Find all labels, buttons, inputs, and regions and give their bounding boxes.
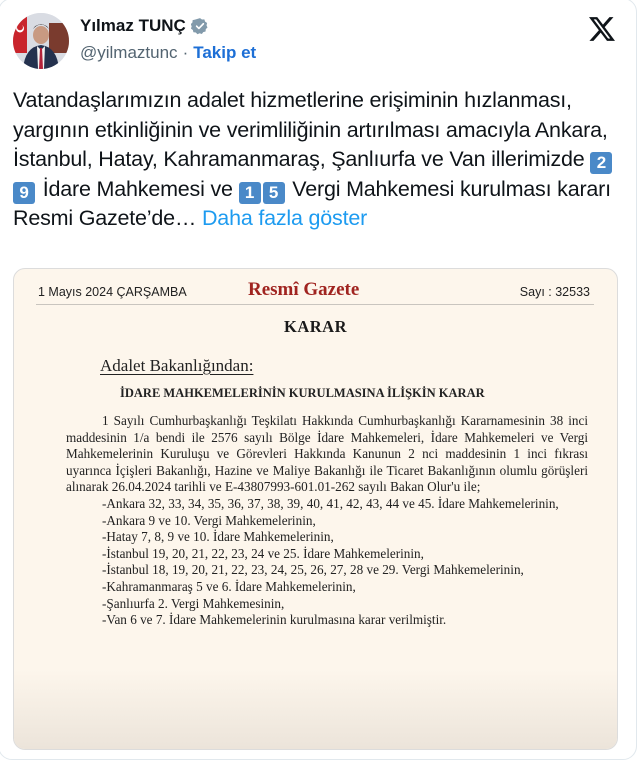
gazette-issue-number: Sayı : 32533 — [519, 285, 590, 299]
author-handle-row — [80, 43, 256, 63]
gazette-date: 1 Mayıs 2024 ÇARŞAMBA — [38, 285, 187, 299]
verified-badge-icon — [191, 17, 209, 35]
gazette-header — [36, 279, 594, 305]
tweet-text-part3: Vergi Mahkemesi kurulması kararı Resmi Gazete’de… — [13, 176, 611, 230]
gazette-image[interactable] — [13, 268, 618, 750]
keycap-digit: 9 — [13, 182, 35, 204]
avatar-image — [13, 13, 69, 69]
gazette-bottom-shade — [14, 669, 617, 749]
gazette-title: Resmî Gazete — [248, 279, 360, 300]
gazette-subject: İDARE MAHKEMELERİNİN KURULMASINA İLİŞKİN KARAR — [120, 386, 485, 400]
gazette-list-item: -Van 6 ve 7. İdare Mahkemelerinin kurulmasına karar verilmiştir. — [102, 612, 447, 628]
tweet-text — [13, 86, 628, 234]
gazette-list-item: -İstanbul 19, 20, 21, 22, 23, 24 ve 25. İdare Mahkemelerinin, — [102, 545, 424, 561]
author-handle[interactable]: @yilmaztunc — [80, 43, 178, 62]
avatar[interactable] — [13, 13, 69, 69]
author-name-row — [80, 16, 209, 36]
follow-button[interactable]: Takip et — [193, 43, 257, 62]
gazette-paragraph: 1 Sayılı Cumhurbaşkanlığı Teşkilatı Hakkında Cumhurbaşkanlığı Kararnamesinin 38 inci maddesinin 1/a bendi ile 2576 sayılı Bölge İdare Mahkemeleri, İdare Mahkemeleri ve Vergi Mahkemelerinin Kuruluşu ve Görevleri Hakkında Kanunun 2 nci maddesinin 1 inci fıkrası uyarınca İçişleri Bakanlığı, Hazine ve Maliye Bakanlığı ile Ticaret Bakanlığının olumlu görüşleri alınarak 26.04.2024 tarihli ve E-43807993-601.01-262 sayılı Bakan Olur'u ile; — [66, 413, 588, 495]
gazette-court-list — [66, 496, 588, 629]
gazette-list-item: -Hatay 7, 8, 9 ve 10. İdare Mahkemelerinin, — [102, 529, 334, 545]
gazette-list-item: -İstanbul 18, 19, 20, 21, 22, 23, 24, 25, 26, 27, 28 ve 29. Vergi Mahkemelerinin, — [102, 562, 524, 578]
show-more-link[interactable]: Daha fazla göster — [201, 206, 368, 230]
gazette-list-item: -Ankara 32, 33, 34, 35, 36, 37, 38, 39, 40, 41, 42, 43, 44 ve 45. İdare Mahkemelerinin, — [102, 495, 559, 511]
keycap-digit: 5 — [263, 182, 285, 204]
author-name[interactable]: Yılmaz TUNÇ — [80, 16, 186, 35]
gazette-body — [66, 413, 588, 629]
gazette-section-title: KARAR — [284, 317, 347, 336]
separator-dot: · — [182, 43, 189, 62]
gazette-ministry: Adalet Bakanlığından: — [100, 356, 254, 375]
tweet-text-part1: Vatandaşlarımızın adalet hizmetlerine erişiminin hızlanması, yargının etkinliğinin ve verimliliğinin artırılması amacıyla Ankara, İstanbul, Hatay, Kahramanmaraş, Şanlıurfa ve Van illerimizde — [13, 88, 608, 171]
gazette-list-item: -Kahramanmaraş 5 ve 6. İdare Mahkemelerinin, — [102, 578, 356, 594]
keycap-digit: 1 — [239, 182, 261, 204]
tweet-text-part2: İdare Mahkemesi ve — [37, 176, 239, 201]
gazette-list-item: -Ankara 9 ve 10. Vergi Mahkemelerinin, — [102, 512, 316, 528]
x-logo-icon[interactable] — [589, 17, 615, 41]
gazette-list-item: -Şanlıurfa 2. Vergi Mahkemesinin, — [102, 595, 285, 611]
keycap-digit: 2 — [590, 152, 612, 174]
